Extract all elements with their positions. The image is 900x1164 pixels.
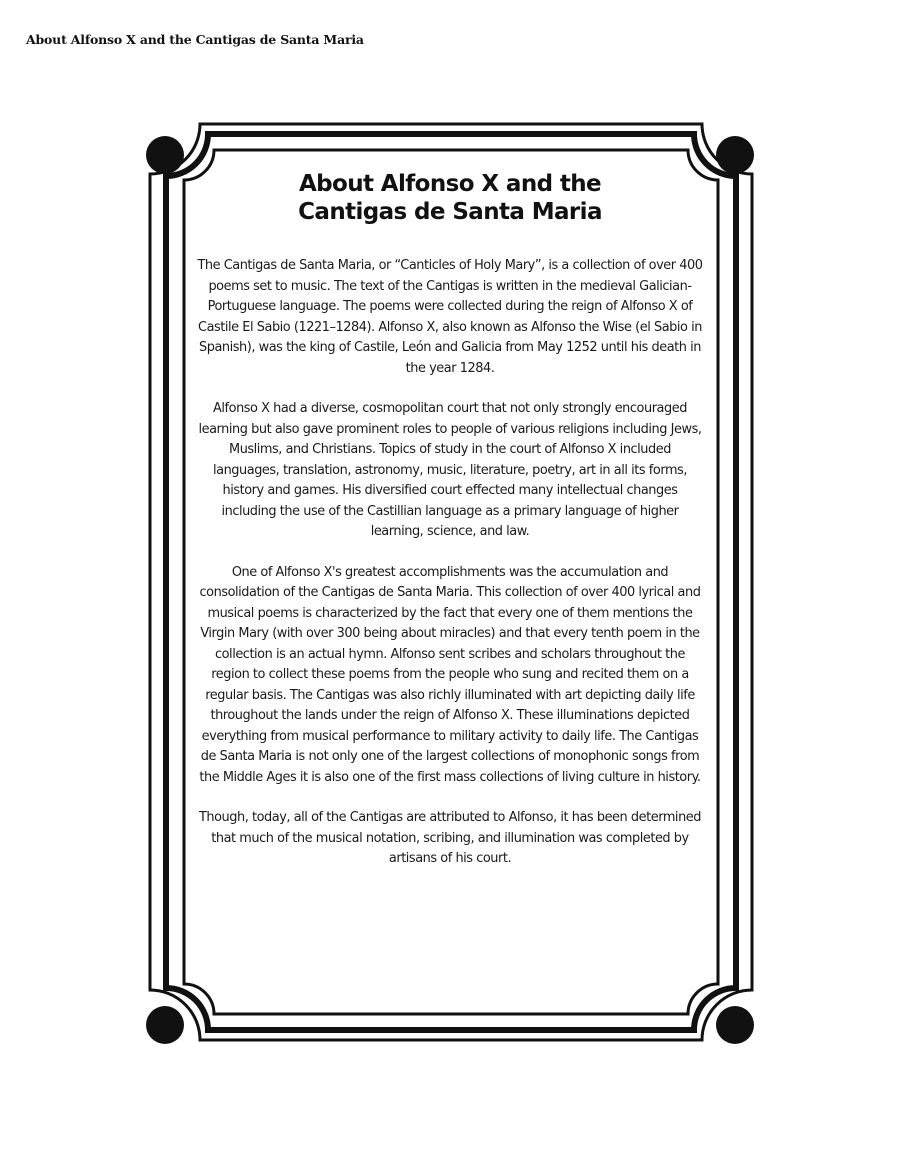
article	[195, 170, 705, 870]
paragraph-attribution: Though, today, all of the Cantigas are attributed to Alfonso, it has been determined that much of the musical notation, scribing, and illumination was completed by artisans of his court.	[198, 810, 702, 866]
corner-dot-bottom-left	[146, 1006, 184, 1044]
running-header: About Alfonso X and the Cantigas de Santa Maria	[26, 32, 364, 47]
paragraph-court: Alfonso X had a diverse, cosmopolitan court that not only strongly encouraged learning but also gave prominent roles to people of various religions including Jews, Muslims, and Christians. Topics of study in the court of Alfonso X included languages, translation, astronomy, music, literature, poetry, art in all its forms, history and games. His diversified court effected many intellectual changes including the use of the Castillian language as a primary language of higher learning, science, and law.	[198, 401, 702, 539]
paragraph-accomplishments: One of Alfonso X's greatest accomplishments was the accumulation and consolidation of the Cantigas de Santa Maria. This collection of over 400 lyrical and musical poems is characterized by the fact that every one of them mentions the Virgin Mary (with over 300 being about miracles) and that every tenth poem in the collection is an actual hymn. Alfonso sent scribes and scholars throughout the region to collect these poems from the people who sung and recited them on a regular basis. The Cantigas was also richly illuminated with art depicting daily life throughout the lands under the reign of Alfonso X. These illuminations depicted everything from musical performance to military activity to daily life. The Cantigas de Santa Maria is not only one of the largest collections of monophonic songs from the Middle Ages it is also one of the first mass collections of living culture in history.	[199, 564, 701, 785]
title-line-2: Cantigas de Santa Maria	[298, 199, 602, 225]
title-line-1: About Alfonso X and the	[298, 171, 602, 197]
corner-dot-top-left	[146, 136, 184, 174]
corner-dot-top-right	[716, 136, 754, 174]
corner-dot-bottom-right	[716, 1006, 754, 1044]
paragraph-intro: The Cantigas de Santa Maria, or “Canticles of Holy Mary”, is a collection of over 400 poems set to music. The text of the Cantigas is written in the medieval Galician-Portuguese language. The poems were collected during the reign of Alfonso X of Castile El Sabio (1221–1284). Alfonso X, also known as Alfonso the Wise (el Sabio in Spanish), was the king of Castile, León and Galicia from May 1252 until his death in the year 1284.	[197, 258, 703, 376]
page-title	[195, 170, 705, 226]
